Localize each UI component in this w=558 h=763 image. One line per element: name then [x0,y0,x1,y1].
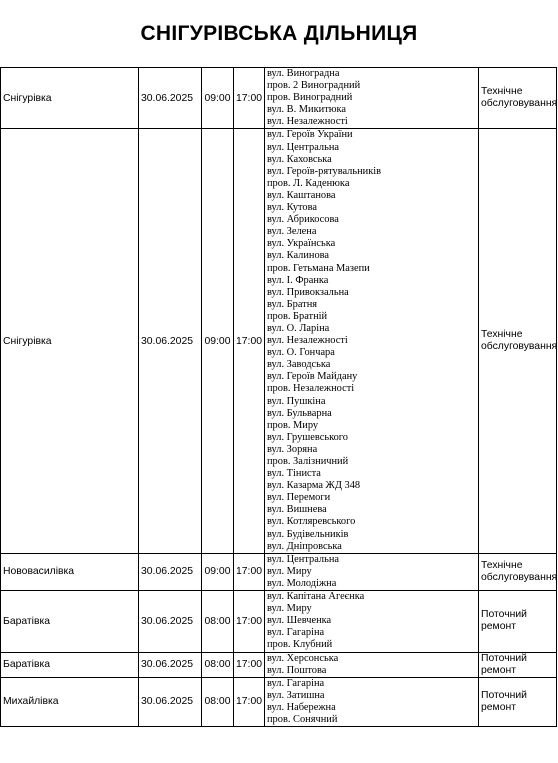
settlement-cell: Михайлівка [1,677,139,726]
table-row [1,591,557,652]
end-time-cell: 17:00 [234,652,265,677]
street-name: вул. Виноградна [267,68,340,79]
streets-cell [265,677,479,726]
work-type-text: обслуговування [481,341,558,353]
start-time-cell: 09:00 [202,553,234,590]
street-name: вул. Зоряна [267,443,318,455]
street-name: вул. Дніпровська [267,540,342,552]
work-type-text: Технічне [481,86,523,98]
street-name: вул. Бульварна [267,407,332,419]
end-time-cell: 17:00 [234,677,265,726]
date-cell: 30.06.2025 [139,652,202,677]
street-name: пров. Незалежності [267,383,355,395]
street-name: вул. Героїв України [267,129,353,141]
street-name: вул. Тіниста [267,468,321,480]
street-name: вул. Будівельників [267,528,349,540]
work-type-cell [479,677,557,726]
street-name: вул. Поштова [267,664,327,676]
table-row [1,68,557,129]
work-type-text: ремонт [481,701,516,713]
work-type-cell [479,129,557,553]
streets-cell [265,129,479,553]
street-name: вул. Перемоги [267,492,331,504]
street-name: вул. Миру [267,603,312,615]
date-cell: 30.06.2025 [139,553,202,590]
table-row [1,677,557,726]
settlement-cell: Баратівка [1,591,139,652]
street-name: вул. Молодіжна [267,577,337,589]
street-name: пров. Л. Каденюка [267,177,350,189]
street-name: пров. Сонячний [267,713,338,725]
date-cell: 30.06.2025 [139,129,202,553]
street-name: вул. Братня [267,298,318,310]
street-name: вул. В. Микитюка [267,104,347,116]
street-name: вул. Українська [267,238,336,250]
street-name: пров. Клубний [267,639,333,651]
outage-schedule-table [0,67,557,727]
work-type-cell [479,553,557,590]
street-name: вул. Шевченка [267,615,332,627]
street-name: вул. Каховська [267,153,332,165]
street-name: пров. Залізничний [267,456,349,467]
start-time-cell: 08:00 [202,652,234,677]
street-name: пров. Миру [267,419,319,431]
start-time-cell: 08:00 [202,591,234,652]
streets-cell [265,591,479,652]
street-name: вул. Котляревського [267,516,356,528]
streets-cell [265,553,479,590]
work-type-text: Поточний [481,652,527,664]
date-cell: 30.06.2025 [139,68,202,129]
table-row [1,652,557,677]
street-name: вул. Грушевського [267,431,348,443]
street-name: пров. 2 Виноградний [267,80,361,92]
work-type-text: Технічне [481,559,523,571]
start-time-cell: 09:00 [202,129,234,553]
work-type-cell [479,68,557,129]
end-time-cell: 17:00 [234,68,265,129]
streets-cell [265,68,479,129]
work-type-text: обслуговування [481,98,558,110]
settlement-cell: Баратівка [1,652,139,677]
street-name: вул. Затишна [267,689,325,701]
street-name: вул. Набережна [267,701,336,713]
street-name: вул. О. Гончара [267,347,335,359]
date-cell: 30.06.2025 [139,591,202,652]
street-name: вул. Героїв Майдану [267,371,358,383]
street-name: вул. І. Франка [267,274,329,286]
settlement-cell: Нововасилівка [1,553,139,590]
street-name: вул. Зелена [267,226,317,238]
work-type-text: Поточний [481,609,527,621]
street-name: вул. Капітана Агеєнка [267,591,365,603]
street-name: вул. Казарма ЖД 348 [267,480,361,492]
street-name: вул. Херсонська [267,652,339,664]
street-name: вул. Гагаріна [267,677,325,689]
start-time-cell: 09:00 [202,68,234,129]
work-type-cell [479,652,557,677]
end-time-cell: 17:00 [234,553,265,590]
settlement-cell: Снігурівка [1,129,139,553]
settlement-cell: Снігурівка [1,68,139,129]
street-name: вул. Центральна [267,553,340,565]
street-name: вул. Вишнева [267,504,327,516]
table-row [1,553,557,590]
work-type-text: ремонт [481,621,516,633]
work-type-text: Технічне [481,329,523,341]
streets-cell [265,652,479,677]
street-name: вул. О. Ларіна [267,322,330,334]
street-name: вул. Пушкіна [267,395,326,407]
street-name: пров. Гетьмана Мазепи [267,262,370,274]
work-type-text: обслуговування [481,571,558,583]
street-name: пров. Виноградний [267,92,353,104]
street-name: вул. Миру [267,565,312,577]
street-name: вул. Незалежності [267,116,348,128]
start-time-cell: 08:00 [202,677,234,726]
street-name: вул. Заводська [267,359,331,371]
street-name: вул. Центральна [267,141,340,153]
work-type-text: ремонт [481,664,516,676]
end-time-cell: 17:00 [234,129,265,553]
street-name: вул. Незалежності [267,335,348,347]
work-type-text: Поточний [481,689,527,701]
street-name: вул. Кутова [267,202,317,214]
street-name: вул. Каштанова [267,189,336,201]
street-name: пров. Братній [267,310,328,322]
street-name: вул. Калинова [267,250,330,262]
end-time-cell: 17:00 [234,591,265,652]
street-name: вул. Привокзальна [267,286,349,298]
street-name: вул. Абрикосова [267,214,339,226]
page-title: СНІГУРІВСЬКА ДІЛЬНИЦЯ [140,22,418,45]
work-type-cell [479,591,557,652]
date-cell: 30.06.2025 [139,677,202,726]
table-row [1,129,557,553]
table-body [1,68,557,727]
street-name: вул. Гагаріна [267,627,325,639]
street-name: вул. Героїв-рятувальників [267,165,382,177]
